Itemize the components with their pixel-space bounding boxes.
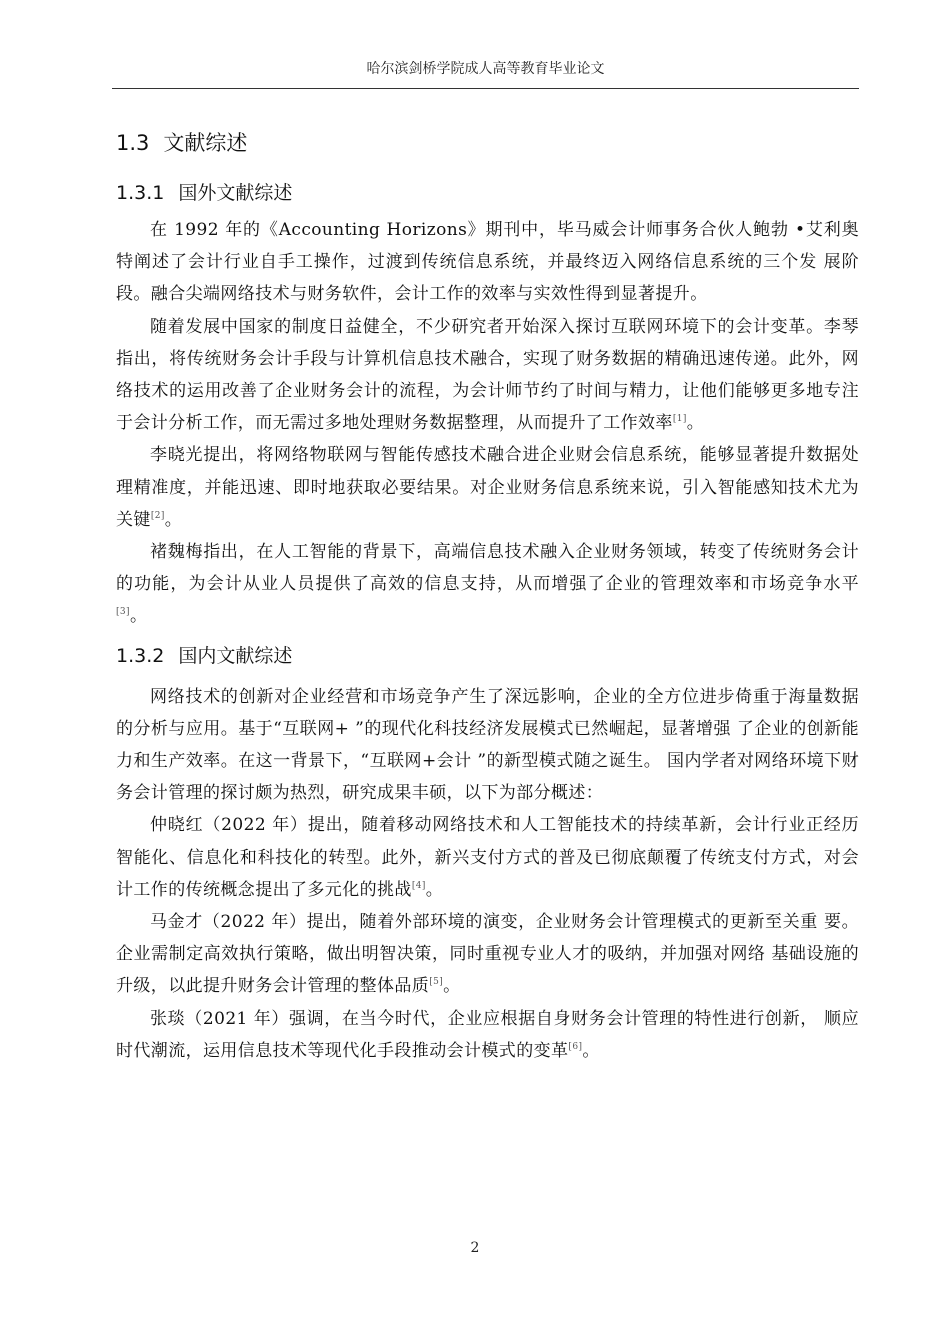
- subsection-number: 1.3.2: [116, 644, 165, 667]
- paragraph: 在 1992 年的《Accounting Horizons》期刊中，毕马威会计师事务合伙人鲍勃 •艾利奥 特阐述了会计行业自手工操作，过渡到传统信息系统，并最终迈入网络信息系统的三个发 展阶段。融合尖端网络技术与财务软件，会计工作的效率与实效性得到显著提升。: [116, 220, 859, 305]
- paragraph: 马金才（2022 年）提出，随着外部环境的演变，企业财务会计管理模式的更新至关重 要。企业需制定高效执行策略，做出明智决策，同时重视专业人才的吸纳，并加强对网络 基础设施的升级，以此提升财务会计管理的整体品质[5]。: [116, 912, 859, 997]
- subsection-title: 国内文献综述: [178, 644, 293, 667]
- citation: [5]: [429, 977, 444, 988]
- subsection-heading: [116, 172, 859, 214]
- citation: [3]: [116, 607, 130, 618]
- paragraph: 张琰（2021 年）强调，在当今时代，企业应根据自身财务会计管理的特性进行创新， 顺应时代潮流，运用信息技术等现代化手段推动会计模式的变革[6]。: [116, 1008, 859, 1061]
- header-rule: [112, 88, 859, 89]
- paragraph: 网络技术的创新对企业经营和市场竞争产生了深远影响，企业的全方位进步倚重于海量数据的分析与应用。基于“互联网+ ”的现代化科技经济发展模式已然崛起，显著增强 了企业的创新能力和生产效率。在这一背景下，“互联网+会计 ”的新型模式随之诞生。 国内学者对网络环境下财务会计管理的探讨颇为热烈，研究成果丰硕，以下为部分概述：: [116, 686, 859, 804]
- paragraph: 李晓光提出，将网络物联网与智能传感技术融合进企业财会信息系统，能够显著提升数据处理精准度，并能迅速、即时地获取必要结果。对企业财务信息系统来说，引入智能感知技术尤为关键[2]。: [116, 445, 859, 530]
- paragraph: 仲晓红（2022 年）提出，随着移动网络技术和人工智能技术的持续革新，会计行业正经历智能化、信息化和科技化的转型。此外，新兴支付方式的普及已彻底颠覆了传统支付方式，对会计工作的传统概念提出了多元化的挑战[4]。: [116, 815, 859, 900]
- section-title: 文献综述: [163, 131, 248, 155]
- citation: [2]: [150, 510, 165, 521]
- subsection-heading: [116, 635, 859, 677]
- citation: [4]: [411, 880, 426, 891]
- section-heading: [116, 126, 859, 160]
- page-number: 2: [470, 1240, 480, 1256]
- subsection-number: 1.3.1: [116, 182, 165, 204]
- running-header: 哈尔滨剑桥学院成人高等教育毕业论文: [366, 61, 605, 77]
- page-body: [116, 118, 859, 1067]
- citation: [1]: [672, 414, 687, 425]
- section-number: 1.3: [116, 131, 150, 155]
- paragraph: 褚魏梅指出，在人工智能的背景下，高端信息技术融入企业财务领域，转变了传统财务会计的功能，为会计从业人员提供了高效的信息支持，从而增强了企业的管理效率和市场竞争水平[3]。: [116, 542, 859, 627]
- paragraph: 随着发展中国家的制度日益健全，不少研究者开始深入探讨互联网环境下的会计变革。李琴指出，将传统财务会计手段与计算机信息技术融合，实现了财务数据的精确迅速传递。此外，网络技术的运用改善了企业财务会计的流程，为会计师节约了时间与精力，让他们能够更多地专注于会计分析工作，而无需过多地处理财务数据整理，从而提升了工作效率[1]。: [116, 316, 859, 434]
- subsection-title: 国外文献综述: [178, 182, 293, 204]
- citation: [6]: [568, 1041, 583, 1052]
